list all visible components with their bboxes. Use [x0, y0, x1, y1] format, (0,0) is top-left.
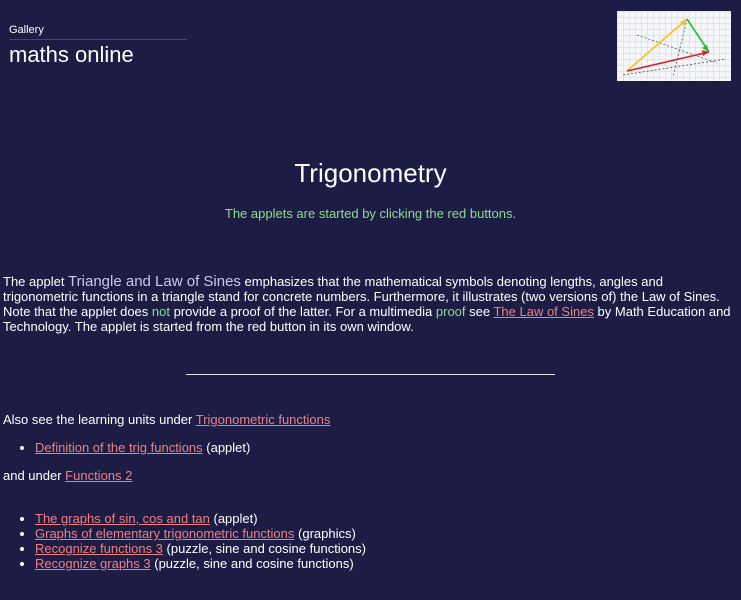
header-divider [9, 39, 187, 40]
also-see-line [3, 412, 330, 427]
intro-text: by Math Education and Technology. The applet is started from the red button in its own window. [3, 304, 731, 334]
site-header [9, 24, 187, 68]
intro-text: provide a proof of the latter. For a multimedia [169, 304, 436, 319]
list-item-note: (puzzle, sine and cosine functions) [162, 541, 366, 556]
law-of-sines-link[interactable]: The Law of Sines [493, 304, 594, 319]
graphs-elementary-trig-link[interactable]: Graphs of elementary trigonometric functions [35, 526, 295, 541]
recognize-graphs-3-link[interactable]: Recognize graphs 3 [35, 556, 151, 571]
functions-2-link[interactable]: Functions 2 [65, 468, 133, 483]
trigonometric-functions-link[interactable]: Trigonometric functions [195, 412, 331, 427]
definition-trig-functions-link[interactable]: Definition of the trig functions [35, 440, 203, 455]
not-emphasis: not [151, 304, 170, 319]
site-title: maths online [9, 42, 134, 67]
page-title: Trigonometry [294, 158, 447, 188]
list-item [35, 511, 366, 526]
applet-name: Triangle and Law of Sines [68, 273, 241, 290]
list-item [35, 541, 366, 556]
graphs-sin-cos-tan-link[interactable]: The graphs of sin, cos and tan [35, 511, 210, 526]
list-item-note: (applet) [209, 511, 258, 526]
intro-text: emphasizes that the mathematical symbols denoting lengths, angles and trigonometric functions in a triangle stand for concrete numbers. Furthermore, it illustrates (two versions of) the Law of Sines. Note that the applet does [3, 274, 720, 319]
and-under-line [3, 468, 132, 483]
also-see-text: Also see the learning units under [3, 412, 196, 427]
list-item [35, 526, 366, 541]
page-subtitle: The applets are started by clicking the red buttons. [224, 206, 517, 221]
list-item-note: (puzzle, sine and cosine functions) [150, 556, 354, 571]
proof-emphasis: proof [435, 304, 466, 319]
functions-units-list [0, 511, 366, 571]
list-item-note: (graphics) [294, 526, 356, 541]
section-divider [186, 374, 555, 375]
recognize-functions-3-link[interactable]: Recognize functions 3 [35, 541, 163, 556]
gallery-link[interactable]: Gallery [9, 24, 44, 36]
trig-units-list [0, 440, 250, 455]
intro-text: The applet [3, 274, 69, 289]
list-item [35, 440, 250, 455]
list-item-note: (applet) [202, 440, 251, 455]
intro-paragraph [3, 274, 733, 334]
triangle-thumbnail-image [617, 11, 731, 81]
intro-text: see [465, 304, 494, 319]
and-under-text: and under [3, 468, 66, 483]
list-item [35, 556, 366, 571]
